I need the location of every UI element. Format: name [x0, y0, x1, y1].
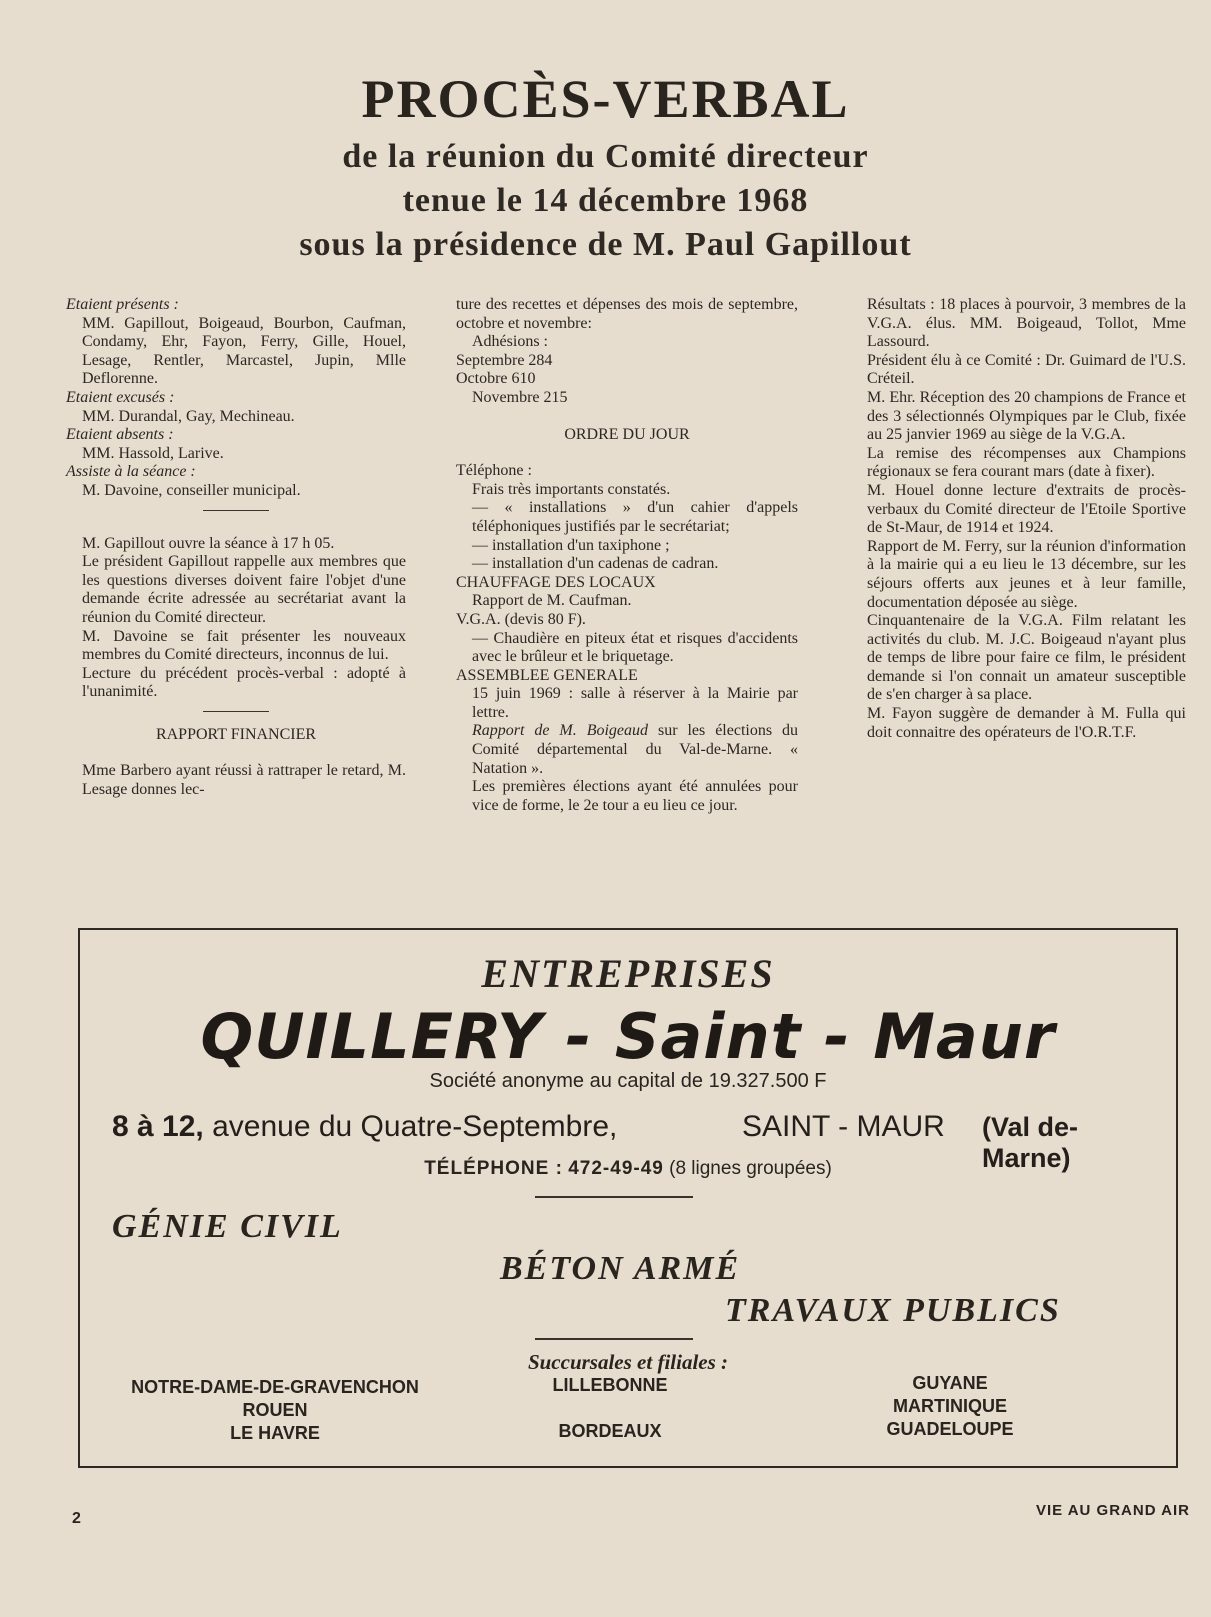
paragraph: — Chaudière en piteux état et risques d'accidents avec le brûleur et le briquetage. — [472, 629, 798, 666]
adhesion-september: Septembre 284 — [456, 351, 553, 369]
ad-tel-note: (8 lignes groupées) — [669, 1158, 832, 1179]
excused-names: MM. Durandal, Gay, Mechineau. — [82, 407, 295, 425]
ad-city: BORDEAUX — [558, 1421, 662, 1441]
ad-city: LILLEBONNE — [552, 1375, 668, 1395]
paragraph: Les premières élections ayant été annulées pour vice de forme, le 2e tour a eu lieu ce jour. — [472, 778, 798, 814]
adhesion-november: Novembre 215 — [472, 388, 568, 406]
rapport-boigeaud-text: sur les élections du Comité départemental du Val-de-Marne. « Natation ». — [472, 722, 799, 777]
paragraph: Le président Gapillout rappelle aux membres que les questions diverses doivent faire l'objet d'une demande écrite adressée au secrétariat avant la réunion du Comité directeur. — [82, 553, 406, 626]
ad-travaux-publics: TRAVAUX PUBLICS — [725, 1292, 1061, 1329]
ad-succursales: Succursales et filiales : — [527, 1350, 729, 1374]
ad-city: NOTRE-DAME-DE-GRAVENCHON — [131, 1377, 419, 1397]
ad-address-street: avenue du Quatre-Septembre, — [212, 1110, 618, 1143]
adhesion-october: Octobre 610 — [456, 370, 536, 388]
paragraph: Cinquantenaire de la V.G.A. Film relatant les activités du club. M. J.C. Boigeaud n'ayant plus de temps de libre pour faire ce film, le président demande si l'on connait un amateur susceptible de s'en charger à sa place. — [867, 612, 1186, 704]
assist-label: Assiste à la séance : — [66, 463, 196, 481]
paragraph: Mme Barbero ayant réussi à rattraper le retard, M. Lesage donnes lec- — [82, 762, 406, 799]
ad-address-number: 8 à 12, — [112, 1110, 204, 1143]
ad-entreprises: ENTREPRISES — [481, 951, 775, 996]
paragraph: — installation d'un cadenas de cadran. — [472, 555, 719, 573]
magazine-name: VIE AU GRAND AIR — [1035, 1502, 1190, 1519]
column-3 — [851, 296, 1186, 742]
telephone-label: Téléphone : — [456, 462, 532, 480]
ad-city: LE HAVRE — [230, 1423, 320, 1443]
ad-tel-number: 472-49-49 — [568, 1158, 664, 1179]
paragraph: Rapport de M. Ferry, sur la réunion d'information à la mairie qui a eu lieu le 13 décembre, sur les séjours offerts aux jeunes et à leur famille, documentation déposée au siège. — [867, 537, 1186, 611]
divider — [203, 711, 269, 712]
ad-divider — [535, 1338, 693, 1340]
section-heading-financier: RAPPORT FINANCIER — [155, 725, 317, 743]
ad-city: MARTINIQUE — [893, 1396, 1007, 1416]
divider — [203, 510, 269, 511]
paragraph: Président élu à ce Comité : Dr. Guimard de l'U.S. Créteil. — [867, 351, 1186, 388]
paragraph: M. Gapillout ouvre la séance à 17 h 05. — [82, 534, 335, 552]
present-names: MM. Gapillout, Boigeaud, Bourbon, Caufman, Condamy, Ehr, Fayon, Ferry, Gille, Houel, Lesage, Rentler, Marcastel, Jupin, Mlle Deflorenne. — [82, 314, 406, 388]
paragraph: Résultats : 18 places à pourvoir, 3 membres de la V.G.A. élus. MM. Boigeaud, Tollot, Mme Lassourd. — [867, 296, 1186, 351]
subtitle-line-1: de la réunion du Comité directeur — [342, 138, 869, 175]
paragraph: — « installations » d'un cahier d'appels téléphoniques justifiés par le secrétariat; — [472, 499, 798, 535]
ad-genie-civil: GÉNIE CIVIL — [112, 1208, 343, 1245]
assist-names: M. Davoine, conseiller municipal. — [82, 481, 301, 499]
paragraph: M. Ehr. Réception des 20 champions de France et des 3 sélectionnés Olympiques par le Club, fixée au 25 janvier 1969 au siège de la V.G.A. — [867, 388, 1186, 444]
assemblee-heading: ASSEMBLEE GENERALE — [456, 666, 638, 684]
section-heading-ordre: ORDRE DU JOUR — [564, 425, 690, 443]
ad-city: GUYANE — [912, 1373, 988, 1393]
page-title: PROCÈS-VERBAL — [361, 69, 850, 129]
chauffage-heading: CHAUFFAGE DES LOCAUX — [456, 573, 656, 591]
absent-names: MM. Hassold, Larive. — [82, 444, 224, 462]
advertisement-box — [78, 928, 1178, 1468]
ad-capital: Société anonyme au capital de 19.327.500 F — [429, 1070, 827, 1092]
paragraph — [456, 722, 798, 778]
ad-address-city: SAINT - MAUR — [742, 1110, 945, 1143]
ad-city: ROUEN — [242, 1400, 308, 1420]
subtitle-line-2: tenue le 14 décembre 1968 — [402, 182, 809, 219]
absent-label: Etaient absents : — [66, 426, 174, 444]
ad-telephone — [80, 1158, 1176, 1180]
paragraph: Lecture du précédent procès-verbal : adopté à l'unanimité. — [82, 664, 406, 701]
present-label: Etaient présents : — [66, 296, 179, 313]
paragraph: Frais très importants constatés. — [472, 480, 671, 498]
page-number: 2 — [72, 1510, 81, 1527]
paragraph: V.G.A. (devis 80 F). — [456, 610, 586, 628]
ad-city: GUADELOUPE — [886, 1419, 1014, 1439]
column-1 — [66, 296, 406, 800]
rapport-boigeaud-label: Rapport de M. Boigeaud — [472, 722, 649, 740]
adhesions-label: Adhésions : — [472, 333, 548, 351]
column-2 — [456, 296, 798, 815]
ad-company-name: QUILLERY - Saint - Maur — [200, 1000, 1056, 1073]
paragraph: M. Davoine se fait présenter les nouveaux membres du Comité directeurs, inconnus de lui. — [82, 627, 406, 664]
paragraph: 15 juin 1969 : salle à réserver à la Mairie par lettre. — [472, 685, 798, 721]
paragraph: M. Fayon suggère de demander à M. Fulla qui doit connaitre des opérateurs de l'O.R.T.F. — [867, 705, 1186, 741]
ad-address-region: (Val de-Marne) — [982, 1112, 1079, 1173]
ad-city-group-3 — [850, 1372, 1050, 1441]
paragraph: Rapport de M. Caufman. — [472, 592, 632, 610]
ad-beton-arme: BÉTON ARMÉ — [500, 1250, 741, 1287]
ad-divider — [535, 1196, 693, 1198]
paragraph: — installation d'un taxiphone ; — [472, 536, 670, 554]
paragraph: La remise des récompenses aux Champions régionaux se fera courant mars (date à fixer). — [867, 444, 1186, 481]
minutes-columns — [66, 296, 1186, 896]
ad-city-group-1 — [110, 1376, 440, 1445]
paragraph: M. Houel donne lecture d'extraits de procès-verbaux du Comité directeur de l'Etoile Sportive de St-Maur, de 1914 et 1924. — [867, 481, 1186, 537]
ad-tel-label: TÉLÉPHONE : — [424, 1158, 563, 1179]
paragraph: ture des recettes et dépenses des mois de septembre, octobre et novembre: — [456, 296, 798, 332]
excused-label: Etaient excusés : — [66, 388, 175, 406]
subtitle-line-3: sous la présidence de M. Paul Gapillout — [299, 226, 912, 263]
